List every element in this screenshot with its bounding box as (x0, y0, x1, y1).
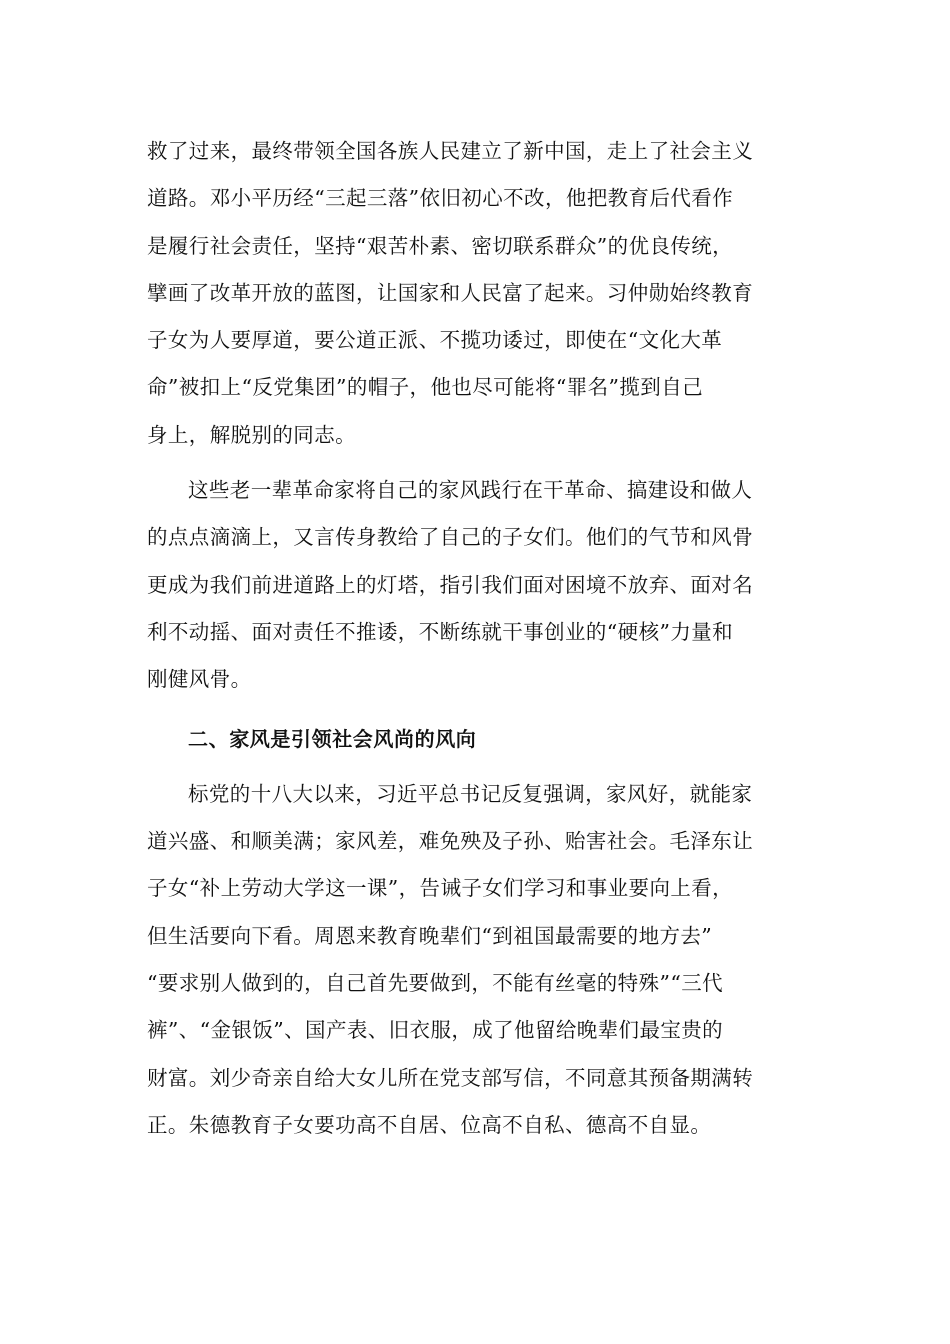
paragraph-spacer (147, 763, 797, 771)
text-line: 道兴盛、和顺美满；家风差，难免殃及子孙、贻害社会。毛泽东让 (147, 829, 754, 854)
text-line: 正。朱德教育子女要功高不自居、位高不自私、德高不自显。 (147, 1112, 712, 1137)
heading-spacer (147, 704, 797, 716)
text-line: 子女为人要厚道，要公道正派、不揽功诿过，即使在“文化大革 (147, 328, 723, 353)
document-body (147, 128, 797, 1149)
text-line: 救了过来，最终带领全国各族人民建立了新中国，走上了社会主义 (147, 139, 754, 163)
text-line: 裤”、“金银饭”、国产表、旧衣服，成了他留给晚辈们最宝贵的 (147, 1018, 724, 1043)
text-line: 这些老一辈革命家将自己的家风践行在干革命、搞建设和做人 (188, 478, 753, 503)
text-line: 刚健风骨。 (147, 667, 252, 692)
paragraph-spacer (147, 459, 797, 467)
paragraph-2 (147, 467, 797, 703)
text-line: “要求别人做到的，自己首先要做到，不能有丝毫的特殊”“三代 (147, 971, 724, 996)
section-heading: 二、家风是引领社会风尚的风向 (188, 726, 477, 751)
text-line: 但生活要向下看。周恩来教育晚辈们“到祖国最需要的地方去” (147, 923, 713, 948)
text-line: 擘画了改革开放的蓝图，让国家和人民富了起来。习仲勋始终教育 (147, 280, 754, 305)
text-line: 更成为我们前进道路上的灯塔，指引我们面对困境不放弃、面对名 (147, 572, 754, 597)
text-line: 身上，解脱别的同志。 (147, 422, 356, 447)
text-line: 的点点滴滴上，又言传身教给了自己的子女们。他们的气节和风骨 (147, 525, 754, 550)
text-line: 道路。邓小平历经“三起三落”依旧初心不改，他把教育后代看作 (147, 186, 734, 211)
text-line: 是履行社会责任，坚持“艰苦朴素、密切联系群众”的优良传统， (147, 233, 734, 258)
text-line: 利不动摇、面对责任不推诿，不断练就干事创业的“硬核”力量和 (147, 619, 734, 644)
paragraph-3 (147, 771, 797, 1149)
text-line: 标党的十八大以来，习近平总书记反复强调，家风好，就能家 (188, 781, 753, 806)
paragraph-1 (147, 128, 797, 459)
text-line: 子女“补上劳动大学这一课”，告诫子女们学习和事业要向上看， (147, 876, 734, 901)
text-line: 命”被扣上“反党集团”的帽子，他也尽可能将“罪名”揽到自己 (147, 375, 703, 400)
text-line: 财富。刘少奇亲自给大女儿所在党支部写信，不同意其预备期满转 (147, 1065, 754, 1090)
